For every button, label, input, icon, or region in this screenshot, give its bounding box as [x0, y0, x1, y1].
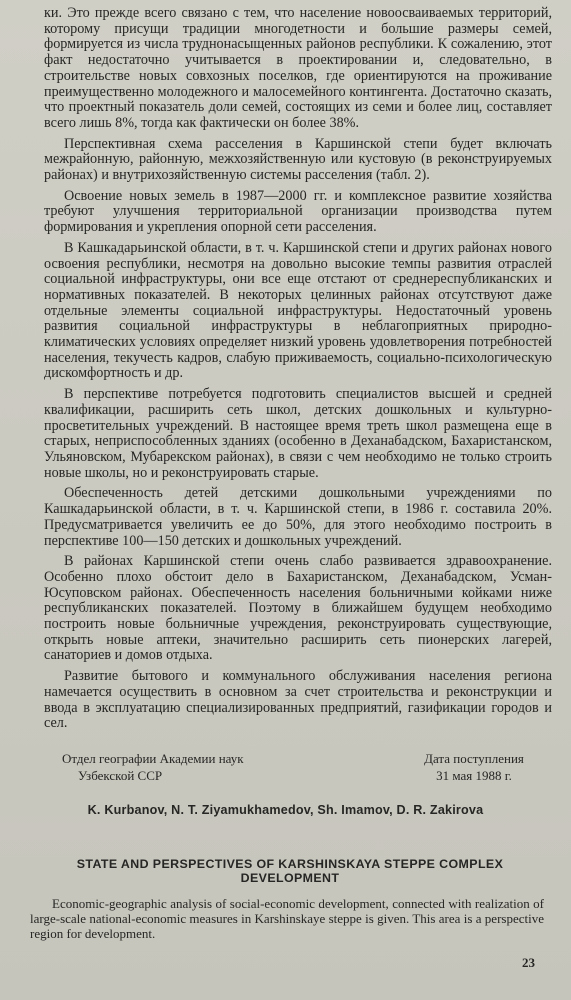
received-value: 31 мая 1988 г.: [436, 768, 512, 783]
english-title: STATE AND PERSPECTIVES OF KARSHINSKAYA STEPPE COMPLEX DEVELOPMENT: [76, 857, 504, 885]
institution-line: Отдел географии Академии наук: [62, 751, 244, 766]
abstract-text: Economic-geographic analysis of social-economic development, connected with realization of large-scale national-economic measures in Karshinskaye steppe is given. This area is a perspective region for development.: [30, 896, 544, 941]
received-date: [404, 750, 544, 784]
paragraph: Обеспеченность детей детскими дошкольными учреждениями по Кашкадарьинской области, в т. ч. Каршинской степи, в 1986 г. составила 20%. Предусматривается увеличить ее до 50%, для этого необходимо построить в перспективе 100—150 детских и дошкольных учреждений.: [44, 485, 552, 549]
paragraph: В перспективе потребуется подготовить специалистов высшей и средней квалификации, расширить сеть школ, детских дошкольных и культурно-просветительных учреждений. В настоящее время треть школ размещена еще в старых, неприспособленных зданиях (особенно в Деханабадском, Бахаристанском, Ульяновском, Мубарекском районах), в связи с чем необходимо не только строить новые школы, но и реконструировать старые.: [44, 386, 552, 481]
paragraph: В районах Каршинской степи очень слабо развивается здравоохранение. Особенно плохо обстоит дело в Бахаристанском, Деханабадском, Усман-Юсуповском районах. Обеспеченность населения больничными койками ниже республиканских показателей. Поэтому в ближайшем будущем необходимо построить новые больничные учреждения, реконструировать существующие, открыть новые аптеки, значительно расширить сеть пионерских лагерей, санаториев и домов отдыха.: [44, 553, 552, 664]
english-abstract: [30, 896, 544, 941]
english-authors: K. Kurbanov, N. T. Ziyamukhamedov, Sh. Imamov, D. R. Zakirova: [87, 803, 484, 817]
institution-signature: [62, 750, 244, 784]
paragraph: Освоение новых земель в 1987—2000 гг. и комплексное развитие хозяйства требуют улучшения территориальной организации производства путем формирования и укрепления опорной сети расселения.: [44, 187, 552, 236]
article-body: [44, 6, 552, 732]
paragraph: Перспективная схема расселения в Каршинской степи будет включать межрайонную, районную, межхозяйственную или кустовую (в реконструируемых районах) и внутрихозяйственную системы расселения (табл. 2).: [44, 135, 552, 184]
paragraph: ки. Это прежде всего связано с тем, что население новоосваиваемых территорий, которому присущи традиции многодетности и большие размеры семей, формируется из числа труднонасыщенных районов республики. К сожалению, этот факт недостаточно учитывается в проектировании и, следовательно, в строительстве новых совхозных поселков, где ориентируются на проживание преимущественно молодежного и малосемейного контингента. Достаточно сказать, что проектный показатель доли семей, состоящих из семи и более лиц, составляет всего лишь 8%, тогда как фактически он более 38%.: [44, 5, 552, 131]
page-number: 23: [522, 955, 535, 970]
paragraph: Развитие бытового и коммунального обслуживания населения региона намечается осуществить в основном за счет строительства и реконструкции и ввода в эксплуатацию специализированных предприятий, газификации городов и сел.: [44, 668, 552, 732]
institution-line: Узбекской ССР: [78, 768, 163, 783]
received-label: Дата поступления: [424, 751, 524, 766]
paragraph: В Кашкадарьинской области, в т. ч. Каршинской степи и других районах нового освоения республики, несмотря на довольно высокие темпы развития отраслей социальной инфраструктуры, они все еще отстают от среднереспубликанских и нормативных показателей. В некоторых целинных районах отсутствуют даже отдельные элементы социальной инфраструктуры. Недостаточный уровень развития социальной инфраструктуры в неблагоприятных природно-климатических условиях определяет низкий уровень удовлетворения потребностей населения, текучесть кадров, слабую приживаемость, социально-психологическую дискомфортность и др.: [44, 239, 552, 382]
